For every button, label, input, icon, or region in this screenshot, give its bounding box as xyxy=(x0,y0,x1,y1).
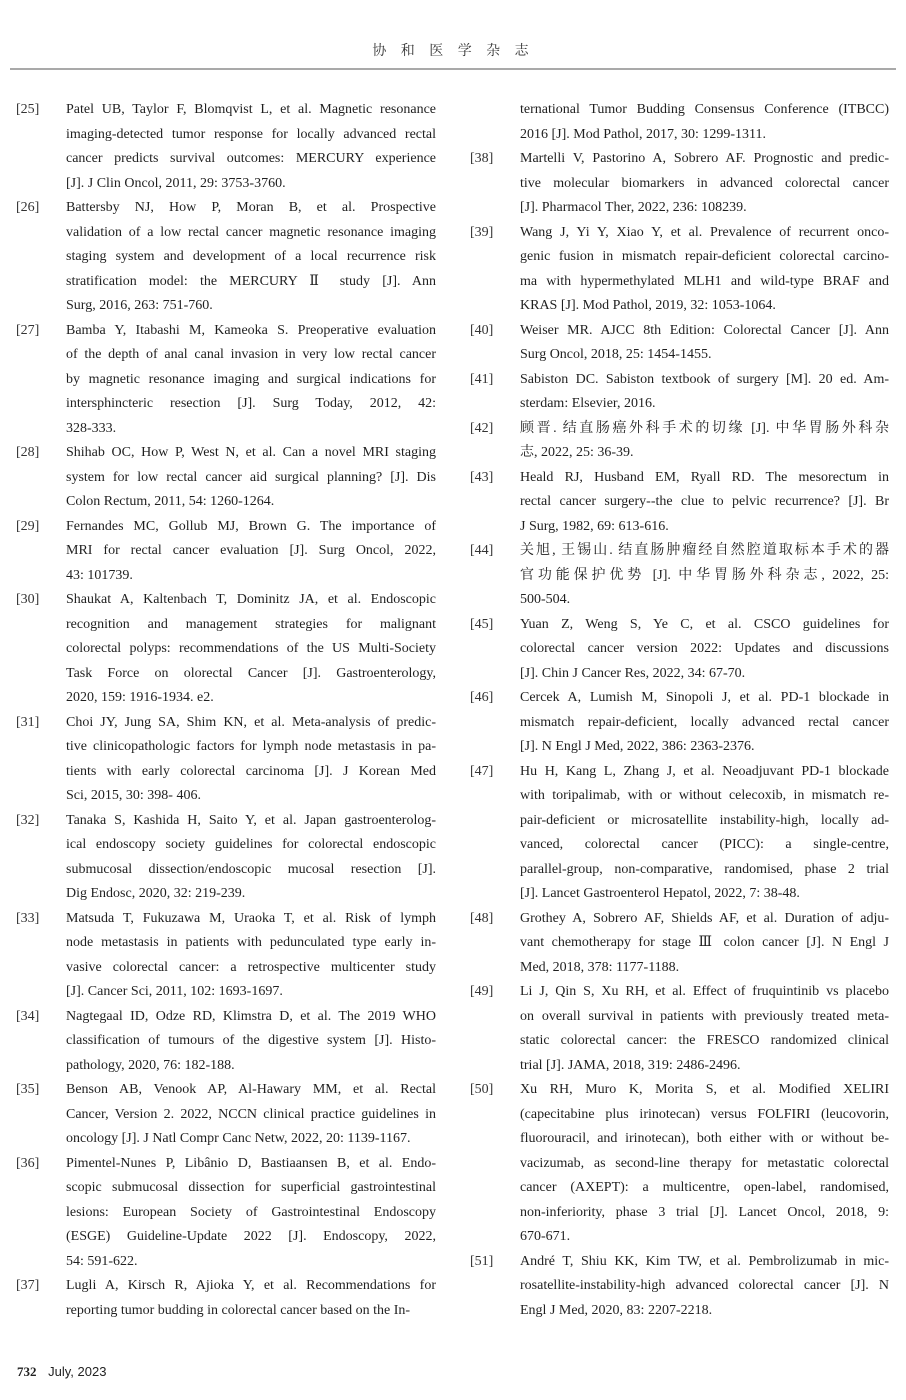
reference-text-line: Surg Oncol, 2018, 25: 1454-1455. xyxy=(520,347,712,362)
reference-number: [29] xyxy=(16,518,40,534)
reference-text-line: classification of tumours of the digestive system [J]. Histo- xyxy=(66,1033,436,1048)
reference-text-line: Pimentel-Nunes P, Libânio D, Bastiaansen B, et al. Endo- xyxy=(66,1155,436,1171)
reference-text-line: 2020, 159: 1916-1934. e2. xyxy=(66,690,214,705)
reference-text-line: on overall survival in patients with previously treated meta- xyxy=(520,1008,889,1024)
reference-number: [43] xyxy=(470,469,494,485)
reference-text-line: [J]. J Clin Oncol, 2011, 29: 3753-3760. xyxy=(66,175,286,191)
reference-text-line: Tanaka S, Kashida H, Saito Y, et al. Japan gastroenterolog- xyxy=(66,812,436,828)
reference-item xyxy=(16,711,436,809)
reference-text-line: trial [J]. JAMA, 2018, 319: 2486-2496. xyxy=(520,1057,741,1073)
reference-number: [48] xyxy=(470,910,494,926)
reference-text-line: Shihab OC, How P, West N, et al. Can a novel MRI staging xyxy=(66,445,436,460)
reference-item xyxy=(470,1250,889,1324)
reference-text-line: Grothey A, Sobrero AF, Shields AF, et al. Duration of adju- xyxy=(520,910,889,926)
reference-number: [35] xyxy=(16,1082,40,1097)
reference-text-line: Xu RH, Muro K, Morita S, et al. Modified XELIRI xyxy=(520,1082,889,1097)
reference-text-line: colorectal cancer version 2022: Updates and discussions xyxy=(520,641,889,656)
reference-text-line: fluorouracil, and irinotecan), both either with or without be- xyxy=(520,1131,889,1146)
reference-number: [41] xyxy=(470,371,494,387)
reference-text-line: by magnetic resonance imaging and surgical indications for xyxy=(66,371,436,387)
reference-item xyxy=(470,221,889,319)
reference-list-right-column xyxy=(470,98,889,1323)
page-footer xyxy=(17,1364,106,1380)
reference-text-line: Sabiston DC. Sabiston textbook of surgery [M]. 20 ed. Am- xyxy=(520,371,889,387)
reference-text-line: system for low rectal cancer aid surgical planning? [J]. Dis xyxy=(66,469,436,485)
reference-text-line: MRI for rectal cancer evaluation [J]. Surg Oncol, 2022, xyxy=(66,543,436,558)
reference-number: [34] xyxy=(16,1008,40,1024)
reference-text-line: mismatch repair-deficient, locally advanced rectal cancer xyxy=(520,714,889,730)
reference-text-line: intersphincteric resection [J]. Surg Today, 2012, 42: xyxy=(66,396,436,411)
reference-text-line: node metastasis in patients with pedunculated type early in- xyxy=(66,935,436,950)
reference-text-line: [J]. Lancet Gastroenterol Hepatol, 2022, 7: 38-48. xyxy=(520,886,800,901)
reference-text-line: Dig Endosc, 2020, 32: 219-239. xyxy=(66,886,246,901)
reference-number: [31] xyxy=(16,714,40,730)
reference-text-line: Nagtegaal ID, Odze RD, Klimstra D, et al. The 2019 WHO xyxy=(66,1008,436,1024)
reference-text-line: staging system and development of a local recurrence risk xyxy=(66,249,436,264)
reference-text-line: pathology, 2020, 76: 182-188. xyxy=(66,1057,235,1073)
reference-number: [37] xyxy=(16,1278,40,1293)
reference-text-line: Med, 2018, 378: 1177-1188. xyxy=(520,959,680,975)
reference-item xyxy=(16,588,436,711)
reference-number: [47] xyxy=(470,763,494,779)
reference-number: [44] xyxy=(470,543,494,558)
reference-text-line: tive molecular biomarkers in advanced colorectal cancer xyxy=(520,175,889,191)
reference-item xyxy=(470,686,889,760)
reference-text-line: genic fusion in mismatch repair-deficient colorectal carcino- xyxy=(520,249,889,264)
reference-item xyxy=(16,515,436,589)
reference-text-line: Benson AB, Venook AP, Al-Hawary MM, et al. Rectal xyxy=(66,1082,436,1097)
reference-text-line: Weiser MR. AJCC 8th Edition: Colorectal Cancer [J]. Ann xyxy=(520,322,889,338)
reference-number: [50] xyxy=(470,1082,494,1097)
reference-item xyxy=(470,466,889,540)
reference-number: [38] xyxy=(470,151,494,166)
reference-text-line: with toripalimab, with or without celecoxib, in mismatch re- xyxy=(520,788,889,803)
reference-text-line: Wang J, Yi Y, Xiao Y, et al. Prevalence of recurrent onco- xyxy=(520,224,889,240)
header-rule xyxy=(10,68,896,70)
reference-item xyxy=(16,1078,436,1152)
reference-text-line: ma with hypermethylated MLH1 and wild-type BRAF and xyxy=(520,273,889,289)
reference-text-line: stratification model: the MERCURY Ⅱ study [J]. Ann xyxy=(66,273,436,289)
reference-item xyxy=(16,196,436,319)
reference-text-line: colorectal polyps: recommendations of the US Multi-Society xyxy=(66,641,436,656)
reference-text-line: vasive colorectal cancer: a retrospective multicenter study xyxy=(66,959,436,975)
reference-text-line: non-inferiority, phase 3 trial [J]. Lancet Oncol, 2018, 9: xyxy=(520,1204,889,1220)
reference-text-line: (ESGE) Guideline-Update 2022 [J]. Endoscopy, 2022, xyxy=(66,1229,436,1244)
reference-text-line: Bamba Y, Itabashi M, Kameoka S. Preoperative evaluation xyxy=(66,322,436,338)
reference-text-line: [J]. Cancer Sci, 2011, 102: 1693-1697. xyxy=(66,984,283,999)
reference-text-line: tients with early colorectal carcinoma [J]. J Korean Med xyxy=(66,763,436,779)
reference-text-line: ternational Tumor Budding Consensus Conference (ITBCC) xyxy=(520,102,889,117)
reference-text-line: 顾晋. 结直肠癌外科手术的切缘 [J]. 中华胃肠外科杂 xyxy=(520,420,889,436)
reference-item xyxy=(16,98,436,196)
reference-text-line: Patel UB, Taylor F, Blomqvist L, et al. Magnetic resonance xyxy=(66,102,436,117)
reference-item xyxy=(470,907,889,981)
reference-number: [25] xyxy=(16,102,40,117)
reference-number: [39] xyxy=(470,224,494,240)
reference-text-line: [J]. Pharmacol Ther, 2022, 236: 108239. xyxy=(520,200,747,215)
reference-text-line: oncology [J]. J Natl Compr Canc Netw, 2022, 20: 1139-1167. xyxy=(66,1131,411,1146)
reference-text-line: Martelli V, Pastorino A, Sobrero AF. Prognostic and predic- xyxy=(520,151,889,166)
reference-text-line: vacizumab, as second-line therapy for metastatic colorectal xyxy=(520,1155,889,1171)
reference-number: [40] xyxy=(470,322,494,338)
reference-text-line: 54: 591-622. xyxy=(66,1253,138,1269)
reference-text-line: submucosal dissection/endoscopic mucosal resection [J]. xyxy=(66,861,436,877)
reference-text-line: tive clinicopathologic factors for lymph node metastasis in pa- xyxy=(66,739,436,754)
reference-text-line: Colon Rectum, 2011, 54: 1260-1264. xyxy=(66,494,275,509)
reference-item xyxy=(16,1005,436,1079)
reference-text-line: sterdam: Elsevier, 2016. xyxy=(520,396,656,411)
reference-text-line: validation of a low rectal cancer magnetic resonance imaging xyxy=(66,224,436,240)
reference-number: [32] xyxy=(16,812,40,828)
reference-item xyxy=(470,417,889,466)
reference-number: [30] xyxy=(16,592,40,607)
reference-text-line: J Surg, 1982, 69: 613-616. xyxy=(520,518,669,534)
reference-text-line: (capecitabine plus irinotecan) versus FOLFIRI (leucovorin, xyxy=(520,1106,889,1122)
reference-list-left-column xyxy=(16,98,436,1323)
reference-text-line: Task Force on olorectal Cancer [J]. Gastroenterology, xyxy=(66,665,436,681)
reference-item xyxy=(470,319,889,368)
reference-text-line: imaging-detected tumor response for locally advanced rectal xyxy=(66,126,436,142)
reference-text-line: parallel-group, non-comparative, randomised, phase 2 trial xyxy=(520,861,889,877)
reference-text-line: Battersby NJ, How P, Moran B, et al. Prospective xyxy=(66,200,436,215)
reference-number: [26] xyxy=(16,200,40,215)
reference-text-line: cancer (AXEPT): a multicentre, open-label, randomised, xyxy=(520,1180,889,1195)
reference-text-line: Sci, 2015, 30: 398- 406. xyxy=(66,788,201,803)
reference-item xyxy=(16,319,436,442)
running-head-journal-title: 协 和 医 学 杂 志 xyxy=(372,43,534,59)
reference-item xyxy=(16,441,436,515)
reference-number: [28] xyxy=(16,445,40,460)
reference-item xyxy=(470,147,889,221)
reference-text-line: static colorectal cancer: the FRESCO randomized clinical xyxy=(520,1033,889,1048)
reference-number: [27] xyxy=(16,322,40,338)
reference-text-line: 志, 2022, 25: 36-39. xyxy=(520,445,634,460)
reference-text-line: [J]. N Engl J Med, 2022, 386: 2363-2376. xyxy=(520,739,755,754)
reference-number: [36] xyxy=(16,1155,40,1171)
reference-text-line: pair-deficient or microsatellite instability-high, locally ad- xyxy=(520,812,889,828)
reference-text-line: Hu H, Kang L, Zhang J, et al. Neoadjuvant PD-1 blockade xyxy=(520,763,889,779)
reference-text-line: [J]. Chin J Cancer Res, 2022, 34: 67-70. xyxy=(520,665,746,681)
reference-text-line: 500-504. xyxy=(520,592,571,607)
reference-text-line: 670-671. xyxy=(520,1229,571,1244)
reference-item xyxy=(16,809,436,907)
reference-text-line: Heald RJ, Husband EM, Ryall RD. The mesorectum in xyxy=(520,469,889,485)
reference-text-line: 43: 101739. xyxy=(66,567,133,583)
reference-text-line: Li J, Qin S, Xu RH, et al. Effect of fruquintinib vs placebo xyxy=(520,984,889,999)
page-number: 732 xyxy=(17,1364,37,1379)
reference-text-line: 2016 [J]. Mod Pathol, 2017, 30: 1299-1311. xyxy=(520,126,767,142)
reference-text-line: 关旭, 王锡山. 结直肠肿瘤经自然腔道取标本手术的器 xyxy=(520,543,889,558)
reference-text-line: 官功能保护优势 [J]. 中华胃肠外科杂志, 2022, 25: xyxy=(520,567,889,583)
reference-text-line: rosatellite-instability-high advanced colorectal cancer [J]. N xyxy=(520,1278,889,1293)
reference-text-line: Cancer, Version 2. 2022, NCCN clinical practice guidelines in xyxy=(66,1106,436,1122)
reference-text-line: scopic submucosal dissection for superficial gastrointestinal xyxy=(66,1180,436,1195)
reference-number: [42] xyxy=(470,420,494,436)
issue-date: July, 2023 xyxy=(48,1364,107,1379)
reference-number: [51] xyxy=(470,1253,494,1269)
reference-item xyxy=(470,760,889,907)
reference-text-line: 328-333. xyxy=(66,420,117,436)
reference-text-line: Engl J Med, 2020, 83: 2207-2218. xyxy=(520,1302,713,1318)
reference-number: [49] xyxy=(470,984,494,999)
reference-text-line: Surg, 2016, 263: 751-760. xyxy=(66,298,213,313)
reference-text-line: rectal cancer surgery--the clue to pelvic recurrence? [J]. Br xyxy=(520,494,889,509)
reference-text-line: Cercek A, Lumish M, Sinopoli J, et al. PD-1 blockade in xyxy=(520,690,889,705)
reference-item xyxy=(470,1078,889,1250)
reference-text-line: Lugli A, Kirsch R, Ajioka Y, et al. Recommendations for xyxy=(66,1278,436,1293)
reference-item xyxy=(470,368,889,417)
reference-text-line: André T, Shiu KK, Kim TW, et al. Pembrolizumab in mic- xyxy=(520,1253,889,1269)
reference-text-line: ical endoscopy society guidelines for colorectal endoscopic xyxy=(66,837,436,852)
reference-text-line: Yuan Z, Weng S, Ye C, et al. CSCO guidelines for xyxy=(520,616,889,632)
reference-text-line: of the depth of anal canal invasion in very low rectal cancer xyxy=(66,347,436,362)
reference-item xyxy=(470,613,889,687)
reference-text-line: vant chemotherapy for stage Ⅲ colon cancer [J]. N Engl J xyxy=(520,935,889,950)
reference-item xyxy=(470,980,889,1078)
reference-text-line: Shaukat A, Kaltenbach T, Dominitz JA, et al. Endoscopic xyxy=(66,592,436,607)
reference-text-line: recognition and management strategies for malignant xyxy=(66,616,436,632)
reference-text-line: lesions: European Society of Gastrointestinal Endoscopy xyxy=(66,1204,436,1220)
reference-text-line: reporting tumor budding in colorectal cancer based on the In- xyxy=(66,1302,411,1318)
reference-number: [46] xyxy=(470,690,494,705)
reference-item xyxy=(16,907,436,1005)
reference-item xyxy=(470,539,889,613)
reference-text-line: Matsuda T, Fukuzawa M, Uraoka T, et al. Risk of lymph xyxy=(66,910,436,926)
reference-item xyxy=(16,1152,436,1275)
reference-text-line: KRAS [J]. Mod Pathol, 2019, 32: 1053-1064. xyxy=(520,298,776,313)
reference-number: [45] xyxy=(470,616,494,632)
reference-text-line: cancer predicts survival outcomes: MERCURY experience xyxy=(66,151,436,166)
reference-continuation xyxy=(470,98,889,147)
reference-text-line: Choi JY, Jung SA, Shim KN, et al. Meta-analysis of predic- xyxy=(66,714,436,730)
reference-item xyxy=(16,1274,436,1323)
reference-text-line: vanced, colorectal cancer (PICC): a single-centre, xyxy=(520,837,889,852)
reference-number: [33] xyxy=(16,910,40,926)
reference-text-line: Fernandes MC, Gollub MJ, Brown G. The importance of xyxy=(66,518,436,534)
